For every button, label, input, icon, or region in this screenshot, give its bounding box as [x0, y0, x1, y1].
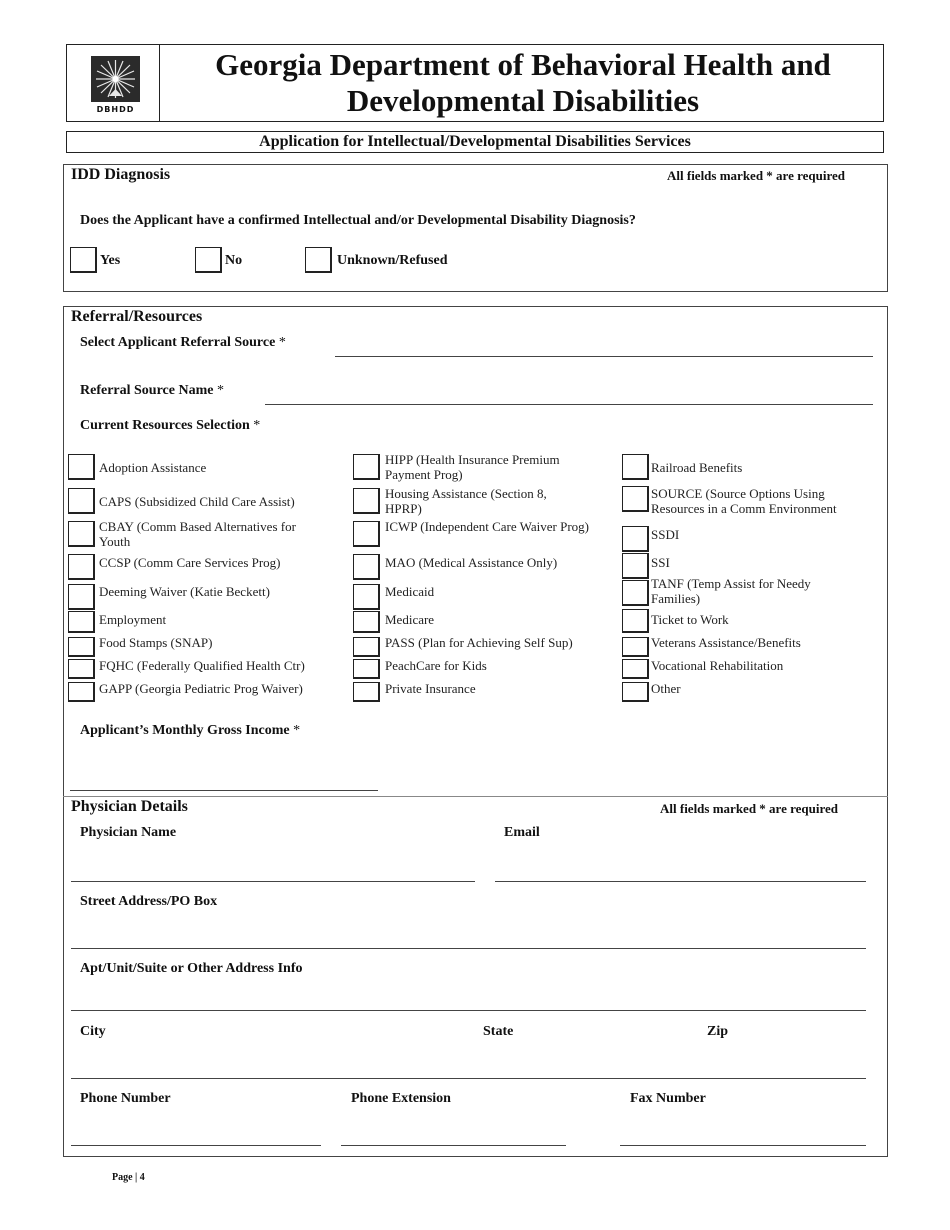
referral-name-input[interactable]	[265, 404, 873, 405]
resource-checkbox[interactable]	[353, 584, 380, 610]
resource-label: FQHC (Federally Qualified Health Ctr)	[99, 658, 305, 673]
apt-suite-label: Apt/Unit/Suite or Other Address Info	[80, 961, 303, 976]
required-asterisk: *	[253, 418, 261, 433]
resource-checkbox[interactable]	[68, 611, 95, 633]
yes-label: Yes	[100, 253, 121, 268]
resource-checkbox[interactable]	[68, 682, 95, 702]
resource-checkbox[interactable]	[622, 659, 649, 679]
referral-source-text: Select Applicant Referral Source	[80, 335, 276, 350]
no-label: No	[225, 253, 243, 268]
email-label: Email	[504, 825, 540, 840]
referral-name-label	[80, 383, 224, 399]
resource-checkbox[interactable]	[353, 488, 380, 514]
resource-checkbox[interactable]	[68, 488, 95, 514]
resources-label	[80, 418, 260, 434]
resource-checkbox[interactable]	[353, 611, 380, 633]
referral-source-input[interactable]	[335, 356, 873, 357]
idd-required-note: All fields marked * are required	[667, 168, 846, 183]
org-title-line1: Georgia Department of Behavioral Health and	[215, 47, 831, 82]
monthly-income-input[interactable]	[70, 790, 378, 791]
resource-checkbox[interactable]	[68, 454, 95, 480]
required-asterisk: *	[293, 723, 301, 738]
resource-label: Vocational Rehabilitation	[651, 658, 784, 673]
unknown-refused-label: Unknown/Refused	[337, 253, 448, 268]
resource-checkbox[interactable]	[622, 526, 649, 552]
monthly-income-label	[80, 723, 300, 739]
resource-label: Medicaid	[385, 584, 435, 599]
resource-label: TANF (Temp Assist for Needy Families)	[651, 576, 811, 606]
phone-number-input[interactable]	[71, 1145, 321, 1146]
resource-label: CAPS (Subsidized Child Care Assist)	[99, 494, 295, 509]
monthly-income-text: Applicant’s Monthly Gross Income	[80, 723, 290, 738]
referral-name-text: Referral Source Name	[80, 383, 214, 398]
apt-suite-input[interactable]	[71, 1010, 866, 1011]
resource-label: SOURCE (Source Options Using Resources in a Comm Environment	[651, 486, 837, 516]
resource-checkbox[interactable]	[353, 454, 380, 480]
application-title: Application for Intellectual/Developmental Disabilities Services	[66, 131, 884, 153]
resource-label: CCSP (Comm Care Services Prog)	[99, 555, 281, 570]
resource-label: SSI	[651, 555, 670, 570]
resource-label: Other	[651, 681, 681, 696]
resource-label: Railroad Benefits	[651, 460, 743, 475]
phone-number-label: Phone Number	[80, 1091, 171, 1106]
resource-checkbox[interactable]	[353, 521, 380, 547]
required-asterisk: *	[216, 383, 224, 398]
org-title-line2: Developmental Disabilities	[346, 83, 700, 118]
resource-label: CBAY (Comm Based Alternatives for Youth	[99, 519, 296, 549]
idd-question: Does the Applicant have a confirmed Intellectual and/or Developmental Disability Diagnosis?	[80, 213, 636, 228]
resource-checkbox[interactable]	[622, 486, 649, 512]
resource-checkbox[interactable]	[353, 659, 380, 679]
email-input[interactable]	[495, 881, 866, 882]
street-address-label: Street Address/PO Box	[80, 894, 218, 909]
fax-number-label: Fax Number	[630, 1091, 706, 1106]
resource-label: HIPP (Health Insurance Premium Payment Prog)	[385, 452, 560, 482]
resource-label: Housing Assistance (Section 8, HPRP)	[385, 486, 547, 516]
section-divider	[63, 796, 888, 797]
resource-checkbox[interactable]	[68, 521, 95, 547]
resource-label: PASS (Plan for Achieving Self Sup)	[385, 635, 573, 650]
resource-checkbox[interactable]	[353, 554, 380, 580]
resource-checkbox[interactable]	[68, 637, 95, 657]
resource-label: SSDI	[651, 527, 680, 542]
resource-label: Deeming Waiver (Katie Beckett)	[99, 584, 270, 599]
resource-checkbox[interactable]	[68, 584, 95, 610]
street-address-input[interactable]	[71, 948, 866, 949]
resource-checkbox[interactable]	[353, 682, 380, 702]
resource-checkbox[interactable]	[622, 454, 649, 480]
physician-name-label: Physician Name	[80, 825, 177, 840]
required-asterisk: *	[278, 335, 286, 350]
city-state-zip-input[interactable]	[71, 1078, 866, 1079]
yes-checkbox[interactable]	[70, 247, 97, 273]
page-number: Page | 4	[112, 1172, 145, 1183]
logo-cell	[67, 45, 160, 121]
physician-required-note: All fields marked * are required	[660, 801, 839, 816]
dbhdd-logo	[91, 56, 140, 102]
resource-label: ICWP (Independent Care Waiver Prog)	[385, 519, 590, 534]
resource-checkbox[interactable]	[622, 609, 649, 633]
city-label: City	[80, 1024, 106, 1039]
referral-heading: Referral/Resources	[71, 308, 203, 325]
state-label: State	[483, 1024, 514, 1039]
resource-label: MAO (Medical Assistance Only)	[385, 555, 558, 570]
resources-text: Current Resources Selection	[80, 418, 250, 433]
resource-checkbox[interactable]	[68, 554, 95, 580]
resource-label: Ticket to Work	[651, 612, 729, 627]
physician-heading: Physician Details	[71, 798, 188, 815]
idd-heading: IDD Diagnosis	[71, 166, 171, 183]
resource-label: GAPP (Georgia Pediatric Prog Waiver)	[99, 681, 303, 696]
form-header	[66, 44, 884, 122]
organization-title	[162, 47, 884, 119]
fax-number-input[interactable]	[620, 1145, 866, 1146]
resource-checkbox[interactable]	[353, 637, 380, 657]
phone-extension-label: Phone Extension	[351, 1091, 451, 1106]
referral-source-label	[80, 335, 286, 351]
unknown-refused-checkbox[interactable]	[305, 247, 332, 273]
resource-checkbox[interactable]	[622, 682, 649, 702]
resource-label: Private Insurance	[385, 681, 476, 696]
zip-label: Zip	[707, 1024, 729, 1039]
resource-label: Employment	[99, 612, 167, 627]
resource-label: Food Stamps (SNAP)	[99, 635, 213, 650]
star-burst-icon	[91, 56, 140, 102]
phone-extension-input[interactable]	[341, 1145, 566, 1146]
resource-label: Veterans Assistance/Benefits	[651, 635, 801, 650]
resource-label: Medicare	[385, 612, 435, 627]
resource-checkbox[interactable]	[622, 580, 649, 606]
logo-text: DBHDD	[96, 105, 135, 114]
resource-label: PeachCare for Kids	[385, 658, 487, 673]
resource-label: Adoption Assistance	[99, 460, 207, 475]
resource-checkbox[interactable]	[622, 553, 649, 579]
physician-name-input[interactable]	[71, 881, 475, 882]
resource-checkbox[interactable]	[68, 659, 95, 679]
resource-checkbox[interactable]	[622, 637, 649, 657]
no-checkbox[interactable]	[195, 247, 222, 273]
